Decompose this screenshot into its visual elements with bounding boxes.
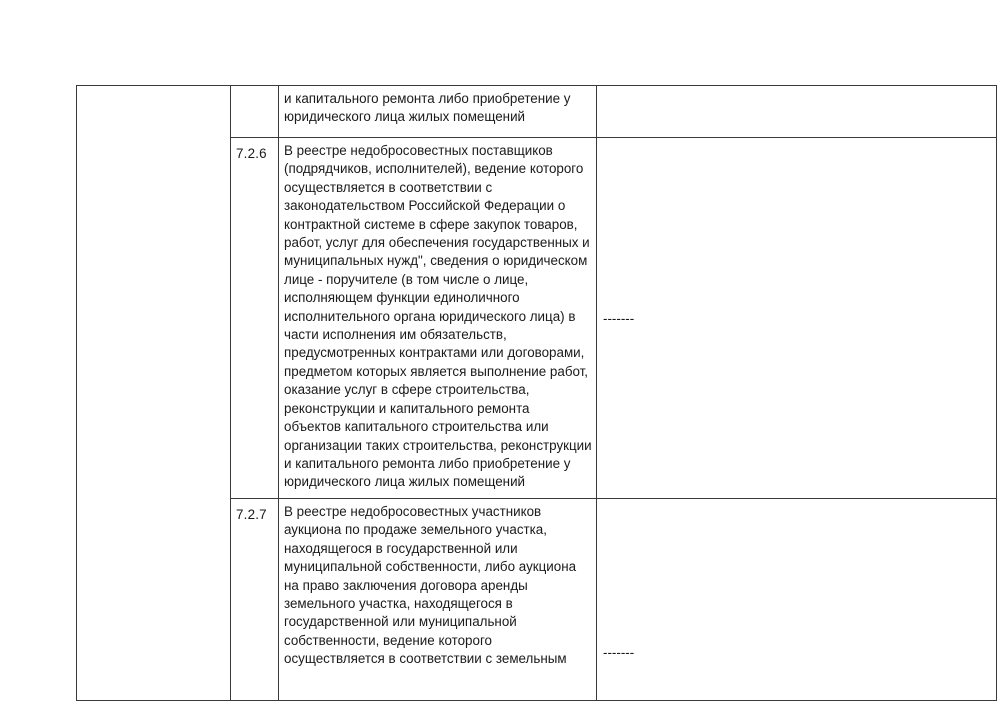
item-description (279, 499, 597, 701)
description-line: законодательством Российской Федерации о (284, 198, 566, 214)
description-line: юридического лица жилых помещений (284, 109, 526, 125)
description-line: на право заключения договора аренды (284, 577, 528, 593)
description-line: оказание услуг в сфере строительства, (284, 382, 530, 398)
description-line: работ, услуг для обеспечения государственных и (284, 235, 590, 251)
description-line: объектов капитального строительства или (284, 419, 549, 435)
item-number: 7.2.6 (231, 138, 279, 499)
item-value: ------- (597, 138, 997, 499)
description-line: исполняющем функции единоличного (284, 290, 520, 306)
description-line: земельного участка, находящегося в (284, 596, 513, 612)
item-description (279, 138, 597, 499)
description-line: и капитального ремонта либо приобретение у (284, 455, 571, 471)
description-line: (подрядчиков, исполнителей), ведение которого (284, 161, 584, 177)
item-number: 7.2.7 (231, 499, 279, 701)
description-line: В реестре недобросовестных участников (284, 504, 542, 519)
description-line: юридического лица жилых помещений (284, 474, 526, 490)
description-line: аукциона по продаже земельного участка, (284, 522, 547, 538)
description-line: собственности, ведение которого (284, 632, 492, 648)
description-line: лице - поручителе (в том числе о лице, (284, 271, 529, 287)
item-description (279, 86, 597, 138)
item-value: ------- (597, 499, 997, 701)
description-line: предусмотренных контрактами или договорами, (284, 345, 585, 361)
description-line: осуществляется в соответствии с (284, 179, 493, 195)
description-line: части исполнения им обязательств, (284, 327, 507, 343)
description-line: государственной или муниципальной (284, 614, 517, 630)
item-value (597, 86, 997, 138)
description-line: предметом которых является выполнение работ, (284, 363, 589, 379)
table-row (77, 86, 997, 138)
description-line: муниципальной собственности, либо аукциона (284, 559, 577, 575)
description-line: В реестре недобросовестных поставщиков (284, 143, 553, 158)
section-cell (77, 86, 231, 701)
description-line: контрактной системе в сфере закупок товаров, (284, 216, 578, 232)
document-table (76, 85, 997, 701)
description-line: и капитального ремонта либо приобретение у (284, 91, 571, 106)
description-line: реконструкции и капитального ремонта (284, 400, 530, 416)
description-line: находящегося в государственной или (284, 540, 518, 556)
item-number (231, 86, 279, 138)
description-line: организации таких строительства, реконструкции (284, 437, 592, 453)
description-line: осуществляется в соответствии с земельным (284, 651, 567, 667)
description-line: исполнительного органа юридического лица) в (284, 308, 576, 324)
description-line: муниципальных нужд", сведения о юридическом (284, 253, 588, 269)
